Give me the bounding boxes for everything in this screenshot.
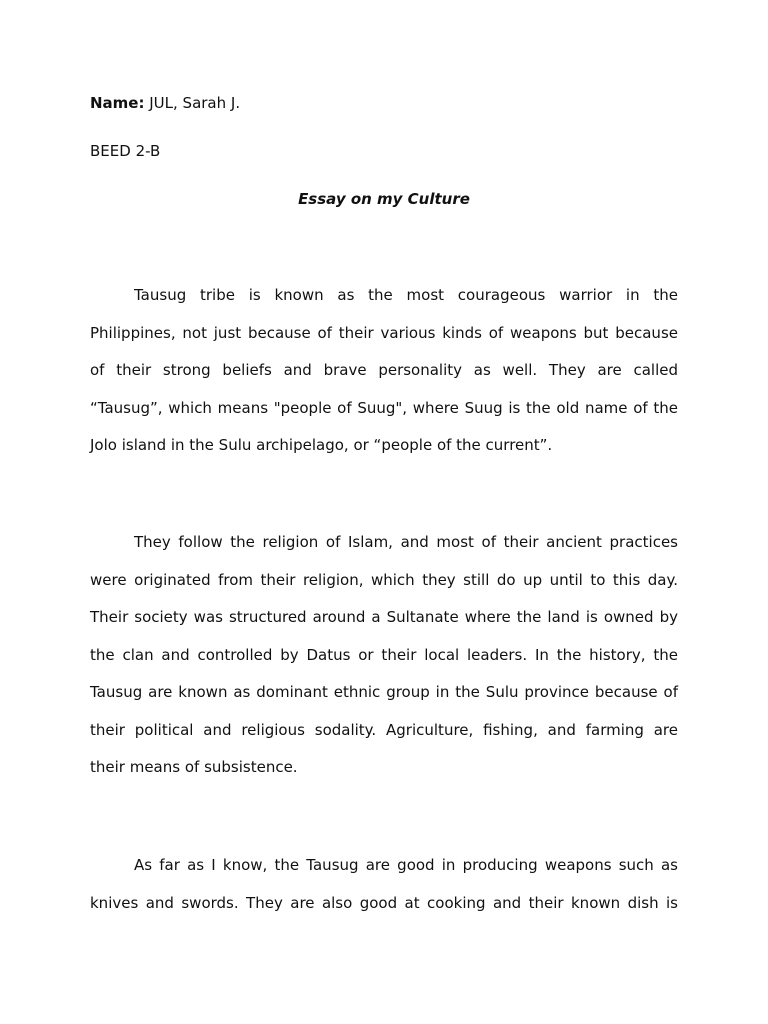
paragraph-line: their political and religious sodality. Agriculture, fishing, and farming are (90, 720, 678, 739)
paragraph-line: Their society was structured around a Sultanate where the land is owned by (90, 608, 678, 626)
paragraph-line: Philippines, not just because of their various kinds of weapons but because (90, 323, 678, 342)
student-name-line (90, 93, 240, 113)
name-label: Name: (90, 94, 145, 112)
paragraph-line: Tausug tribe is known as the most courageous warrior in the (134, 286, 678, 304)
paragraph-line: their means of subsistence. (90, 758, 298, 776)
essay-title: Essay on my Culture (298, 190, 470, 208)
essay-paragraph-3 (90, 855, 678, 930)
class-section: BEED 2-B (90, 142, 161, 160)
paragraph-line: “Tausug”, which means "people of Suug", where Suug is the old name of the (90, 398, 678, 417)
student-name: JUL, Sarah J. (144, 94, 241, 112)
essay-paragraph-1 (90, 285, 678, 473)
paragraph-line: Tausug are known as dominant ethnic group in the Sulu province because of (90, 683, 678, 701)
paragraph-line: As far as I know, the Tausug are good in producing weapons such as (134, 856, 678, 874)
paragraph-line: the clan and controlled by Datus or their local leaders. In the history, the (90, 645, 678, 664)
paragraph-line: were originated from their religion, which they still do up until to this day. (90, 570, 678, 589)
essay-paragraph-2 (90, 532, 678, 795)
paragraph-line: They follow the religion of Islam, and most of their ancient practices (134, 533, 678, 551)
paragraph-line: knives and swords. They are also good at cooking and their known dish is (90, 893, 678, 912)
paragraph-line: of their strong beliefs and brave personality as well. They are called (90, 361, 678, 379)
paragraph-line: Jolo island in the Sulu archipelago, or “people of the current”. (90, 436, 553, 454)
